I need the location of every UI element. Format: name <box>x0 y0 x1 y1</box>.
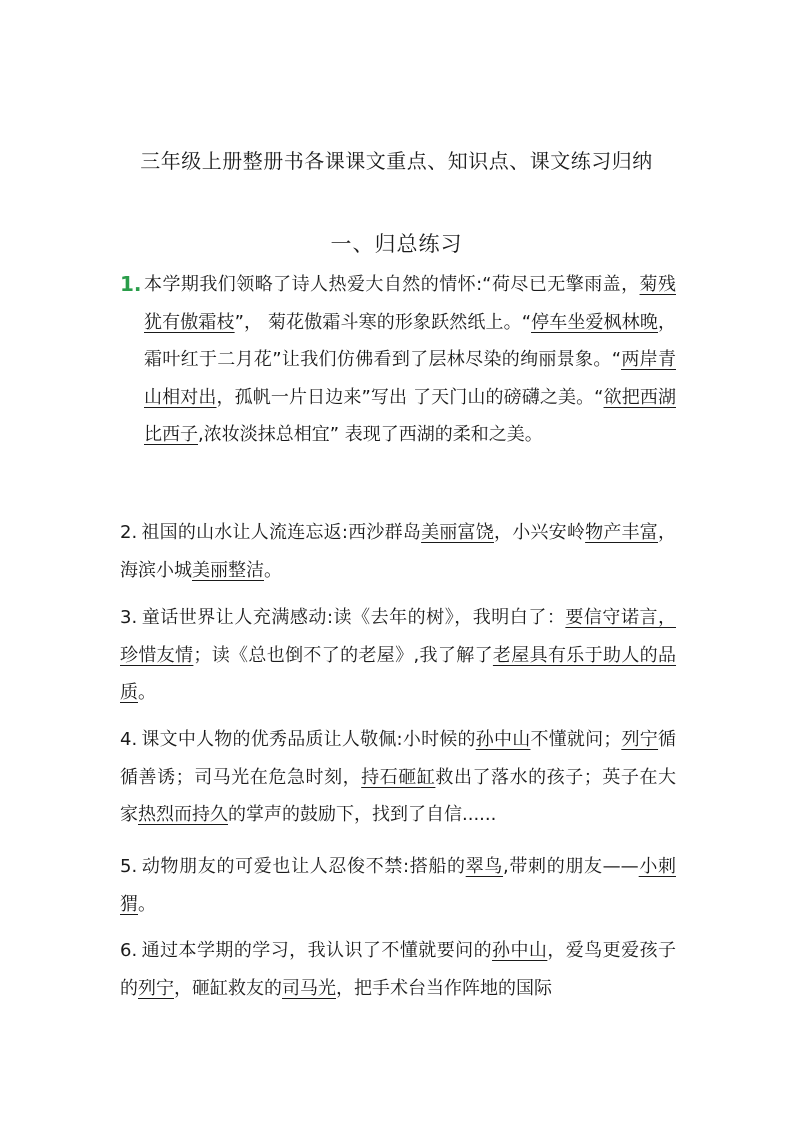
exercise-item-2 <box>120 514 676 589</box>
item-content <box>120 940 676 999</box>
underlined-answer: 翠鸟 <box>465 856 504 877</box>
underlined-answer: 美丽整洁 <box>192 559 264 581</box>
exercise-item-4 <box>120 721 676 834</box>
item-text-segment: ”， 菊花傲霜斗寒的形象跃然纸上。“ <box>234 311 532 333</box>
item-text-segment: 通过本学期的学习，我认识了不懂就要问的 <box>141 940 493 961</box>
item-number: 4. <box>120 729 138 750</box>
underlined-answer: 列宁 <box>138 977 174 999</box>
item-text-segment: ；读《总也倒不了的老屋》,我了解了 <box>193 644 493 666</box>
underlined-answer: 菊残犹有傲霜枝 <box>144 274 676 333</box>
underlined-answer: 孙中山 <box>492 940 548 961</box>
underlined-answer: 停车坐爱枫林晚 <box>531 311 659 333</box>
item-content <box>144 274 676 445</box>
underlined-answer: 持石砸缸 <box>361 766 436 788</box>
underlined-answer: 老屋具有乐于助人的品质 <box>120 644 677 703</box>
exercise-item-1 <box>120 266 676 454</box>
underlined-answer: 孙中山 <box>475 729 531 750</box>
item-text-segment: 动物朋友的可爱也让人忍俊不禁:搭船的 <box>141 856 466 877</box>
underlined-answer: 列宁 <box>621 729 659 750</box>
item-text-segment: ，砸缸救友的 <box>174 977 282 999</box>
item-number: 5. <box>120 856 138 877</box>
underlined-answer: 两岸青山相对出 <box>144 349 676 408</box>
exercise-item-5 <box>120 848 676 923</box>
item-text-segment: ，霜叶红于二月花”让我们仿佛看到了层林尽染的绚丽景象。“ <box>144 311 677 370</box>
item-text-segment: 的掌声的鼓励下，找到了自信...... <box>228 804 497 825</box>
item-text-segment: 童话世界让人充满感动:读《去年的树》，我明白了： <box>141 607 566 628</box>
item-text-segment: 本学期我们领略了诗人热爱大自然的情怀:“荷尽已无擎雨盖， <box>144 274 640 295</box>
exercise-item-6 <box>120 932 676 1007</box>
item-number: 1. <box>120 272 142 296</box>
item-number: 6. <box>120 940 138 961</box>
item-text-segment: ，把手术台当作阵地的国际 <box>336 977 552 999</box>
underlined-answer: 物产丰富 <box>585 522 659 543</box>
item-content <box>120 729 676 825</box>
item-text-segment: 课文中人物的优秀品质让人敬佩:小时候的 <box>141 729 476 750</box>
item-number: 3. <box>120 607 138 628</box>
item-content <box>120 522 676 581</box>
item-text-segment: ，小兴安岭 <box>493 522 586 543</box>
item-text-segment: 不懂就问； <box>530 729 622 750</box>
underlined-answer: 美丽富饶 <box>421 522 494 543</box>
item-text-segment: ，爱鸟更爱孩子的 <box>120 940 677 999</box>
item-text-segment: ,浓妆淡抹总相宜” 表现了西湖的柔和之美。 <box>198 424 543 445</box>
item-content <box>120 856 676 915</box>
item-text-segment: ，孤帆一片日边来”写出 了天门山的磅礴之美。“ <box>216 386 604 408</box>
item-text-segment: ，海滨小城 <box>120 522 677 581</box>
item-text-segment: 祖国的山水让人流连忘返:西沙群岛 <box>141 522 422 543</box>
document-title: 三年级上册整册书各课课文重点、知识点、课文练习归纳 <box>140 149 653 173</box>
underlined-answer: 热烈而持久 <box>138 804 228 825</box>
item-text-segment: 救出了落水的孩子；英子在大家 <box>120 766 677 825</box>
section-heading: 一、归总练习 <box>330 232 463 256</box>
item-text-segment: 。 <box>138 682 156 703</box>
underlined-answer: 小刺猬 <box>120 856 676 915</box>
underlined-answer: 司马光 <box>282 977 336 999</box>
underlined-answer: 要信守诺言，珍惜友情 <box>120 607 676 666</box>
underlined-answer: 欲把西湖比西子 <box>144 386 676 445</box>
item-text-segment: ,带刺的朋友—— <box>503 856 639 877</box>
item-number: 2. <box>120 522 138 543</box>
item-text-segment: 。 <box>138 893 156 915</box>
exercise-item-3 <box>120 599 676 712</box>
item-content <box>120 607 676 703</box>
item-text-segment: 。 <box>264 559 282 581</box>
item-text-segment: 循循善诱；司马光在危急时刻， <box>120 729 677 788</box>
